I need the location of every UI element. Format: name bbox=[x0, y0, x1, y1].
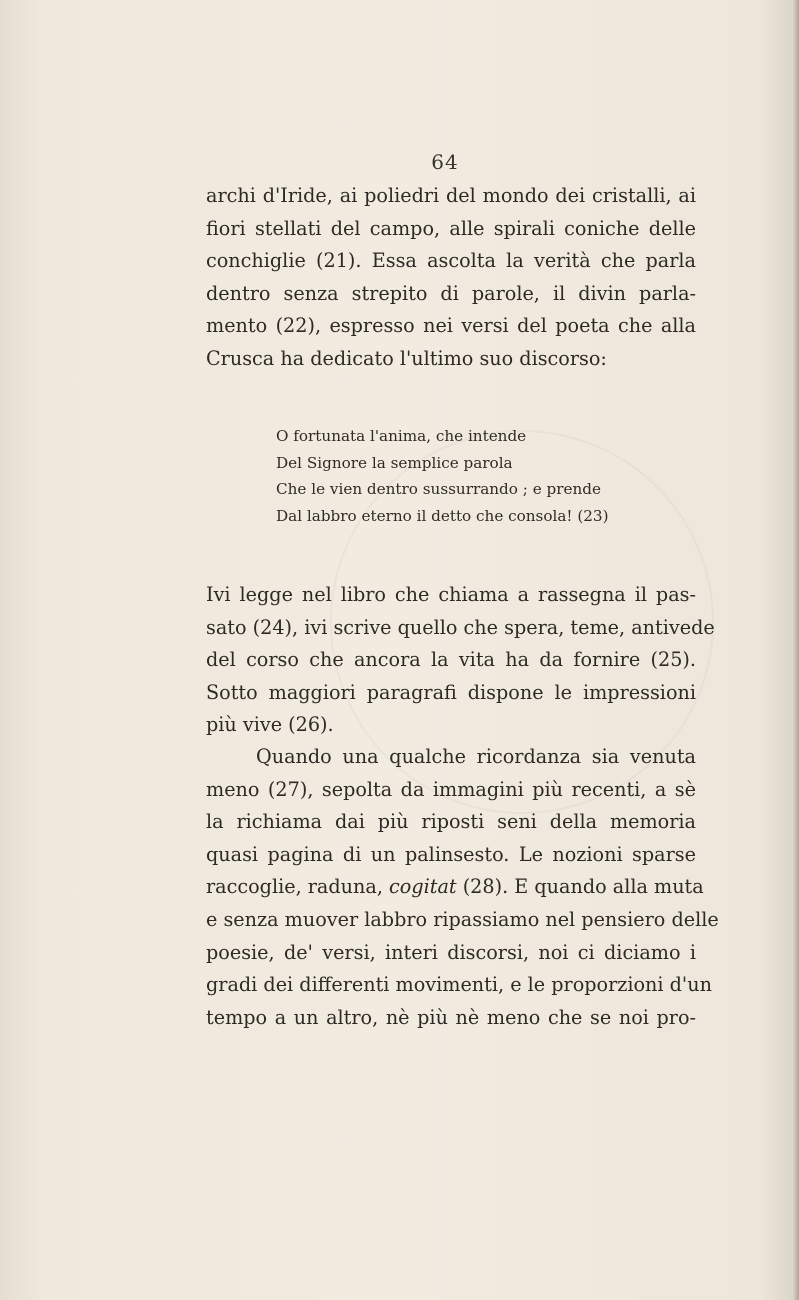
text-line: Ivi legge nel libro che chiama a rassegna il pas- bbox=[206, 583, 696, 606]
text-fragment: (28). E quando alla muta bbox=[456, 875, 704, 899]
text-line: dentro senza strepito di parole, il divin parla- bbox=[206, 281, 696, 305]
text-line: fiori stellati del campo, alle spirali coniche delle bbox=[206, 216, 696, 240]
text-line: mento (22), espresso nei versi del poeta che alla bbox=[206, 314, 696, 338]
verse-line: Del Signore la semplice parola bbox=[276, 453, 513, 472]
text-line: archi d'Iride, ai poliedri del mondo dei cristalli, ai bbox=[206, 184, 696, 207]
verse-quotation bbox=[276, 423, 656, 529]
text-line: la richiama dai più riposti seni della memoria bbox=[206, 810, 696, 834]
text-line bbox=[206, 871, 704, 904]
paragraph-2 bbox=[206, 579, 715, 742]
text-line: poesie, de' versi, interi discorsi, noi ci diciamo i bbox=[206, 940, 696, 964]
text-line: sato (24), ivi scrive quello che spera, teme, antivede bbox=[206, 615, 715, 639]
text-line: quasi pagina di un palinsesto. Le nozioni sparse bbox=[206, 842, 696, 866]
text-line: Crusca ha dedicato l'ultimo suo discorso: bbox=[206, 346, 607, 370]
text-line: conchiglie (21). Essa ascolta la verità che parla bbox=[206, 249, 696, 273]
verse-line: Che le vien dentro sussurrando ; e prende bbox=[276, 480, 601, 499]
paragraph-3 bbox=[206, 741, 719, 1034]
text-line: Quando una qualche ricordanza sia venuta bbox=[256, 745, 696, 768]
latin-term: cogitat bbox=[389, 875, 457, 899]
paragraph-1 bbox=[206, 180, 696, 376]
page-number: 64 bbox=[431, 150, 459, 174]
text-line: meno (27), sepolta da immagini più recenti, a sè bbox=[206, 777, 696, 801]
text-line: gradi dei differenti movimenti, e le proporzioni d'un bbox=[206, 973, 712, 997]
text-fragment: raccoglie, raduna, bbox=[206, 875, 390, 899]
verse-line: O fortunata l'anima, che intende bbox=[276, 427, 527, 445]
text-line: più vive (26). bbox=[206, 713, 334, 737]
text-line: del corso che ancora la vita ha da fornire (25). bbox=[206, 648, 696, 672]
verse-line: Dal labbro eterno il detto che consola! (23) bbox=[276, 506, 609, 525]
text-line: tempo a un altro, nè più nè meno che se noi pro- bbox=[206, 1005, 696, 1029]
text-line: e senza muover labbro ripassiamo nel pensiero delle bbox=[206, 907, 719, 931]
page-edge-shadow bbox=[793, 0, 799, 1300]
text-line: Sotto maggiori paragrafi dispone le impressioni bbox=[206, 680, 696, 704]
